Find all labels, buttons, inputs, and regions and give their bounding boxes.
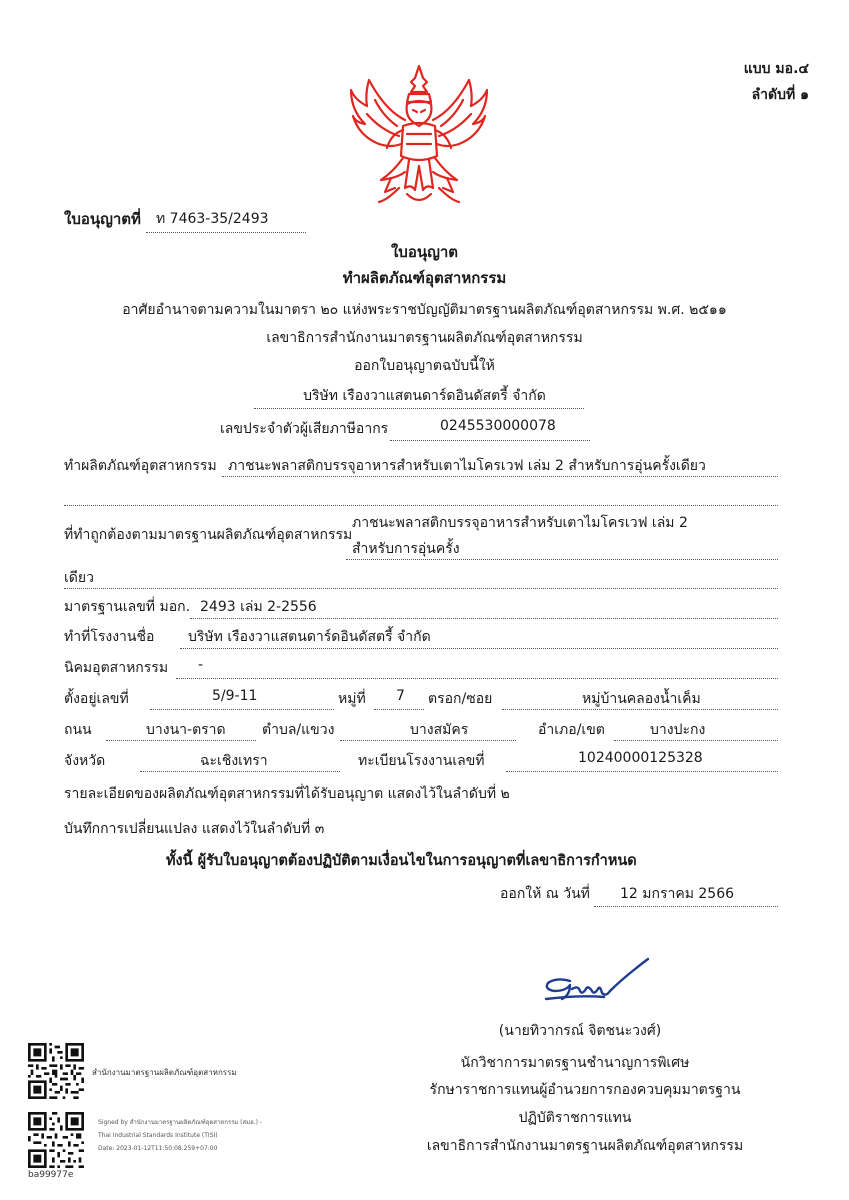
road-value: บางนา-ตราด — [146, 722, 226, 738]
province-label: จังหวัด — [64, 753, 106, 769]
address-no-line — [150, 709, 334, 710]
document-code: ba99977e — [28, 1170, 74, 1180]
soi-line — [502, 709, 778, 710]
soi-label: ตรอก/ซอย — [428, 691, 493, 707]
conformity-line-1 — [346, 559, 778, 560]
changes-note: บันทึกการเปลี่ยนแปลง แสดงไว้ในลำดับที่ ๓ — [64, 821, 325, 837]
factory-label: ทำที่โรงงานชื่อ — [64, 629, 155, 645]
standard-line — [190, 618, 778, 619]
signatory-position-4: เลขาธิการสำนักงานมาตรฐานผลิตภัณฑ์อุตสาหกรรม — [426, 1138, 744, 1154]
estate-label: นิคมอุตสาหกรรม — [64, 660, 169, 676]
digital-signature-qr-icon — [28, 1112, 84, 1168]
tambon-label: ตำบล/แขวง — [262, 722, 335, 738]
amphoe-value: บางปะกง — [650, 722, 706, 738]
issue-date-label: ออกให้ ณ วันที่ — [500, 886, 590, 902]
province-value: ฉะเชิงเทรา — [200, 753, 268, 769]
signed-by-text: Signed by สำนักงานมาตรฐานผลิตภัณฑ์อุตสาหกรรม (สมอ.) - — [98, 1119, 263, 1126]
conformity-line-2 — [64, 588, 778, 589]
road-line — [106, 740, 256, 741]
conformity-value-2: สำหรับการอุ่นครั้ง — [352, 541, 460, 557]
license-number-label: ใบอนุญาตที่ — [64, 210, 141, 228]
tambon-value: บางสมัคร — [410, 722, 469, 738]
amphoe-line — [614, 740, 778, 741]
standard-label: มาตรฐานเลขที่ มอก. — [64, 599, 191, 615]
signature-date-text: Date: 2023-01-12T11:50:08.259+07:00 — [98, 1145, 218, 1152]
road-label: ถนน — [64, 722, 92, 738]
issue-to-text: ออกใบอนุญาตฉบับนี้ให้ — [354, 358, 495, 374]
signature-icon — [540, 955, 655, 1010]
document-subtitle: ทำผลิตภัณฑ์อุตสาหกรรม — [342, 269, 507, 287]
factory-line — [180, 648, 778, 649]
soi-value: หมู่บ้านคลองน้ำเค็ม — [582, 691, 701, 707]
authority-statement: อาศัยอำนาจตามความในมาตรา ๒๐ แห่งพระราชบัญญัติมาตรฐานผลิตภัณฑ์อุตสาหกรรม พ.ศ. ๒๕๑๑ — [122, 302, 727, 318]
estate-line — [176, 678, 778, 679]
issue-date-value: 12 มกราคม 2566 — [620, 886, 735, 902]
conformity-label: ที่ทำถูกต้องตามมาตรฐานผลิตภัณฑ์อุตสาหกรรม — [64, 527, 353, 543]
factory-reg-label: ทะเบียนโรงงานเลขที่ — [358, 753, 485, 769]
estate-value: - — [198, 657, 204, 673]
signatory-position-2: รักษาราชการแทนผู้อำนวยการกองควบคุมมาตรฐาน — [429, 1082, 741, 1098]
province-line — [140, 771, 340, 772]
factory-reg-value: 10240000125328 — [578, 750, 703, 766]
conformity-value-3: เดียว — [64, 570, 94, 586]
product-label: ทำผลิตภัณฑ์อุตสาหกรรม — [64, 458, 217, 474]
issue-date-line — [594, 906, 778, 907]
form-code: แบบ มอ.๔ — [743, 61, 809, 77]
moo-label: หมู่ที่ — [338, 691, 366, 707]
address-no-value: 5/9-11 — [212, 688, 258, 704]
conformity-value-1: ภาชนะพลาสติกบรรจุอาหารสำหรับเตาไมโครเวฟ เล่ม 2 — [352, 515, 688, 531]
moo-value: 7 — [396, 688, 405, 704]
tambon-line — [340, 740, 516, 741]
moo-line — [374, 709, 424, 710]
footer-agency: สำนักงานมาตรฐานผลิตภัณฑ์อุตสาหกรรม — [92, 1068, 237, 1077]
license-number-line — [146, 232, 306, 233]
company-line — [254, 408, 584, 409]
signatory-position-1: นักวิชาการมาตรฐานชำนาญการพิเศษ — [460, 1055, 690, 1071]
standard-value: 2493 เล่ม 2-2556 — [200, 599, 317, 615]
signatory-name: (นายทิวากรณ์ จิตชนะวงศ์) — [498, 1023, 662, 1039]
tax-id-value: 0245530000078 — [440, 418, 556, 434]
signatory-position-3: ปฏิบัติราชการแทน — [518, 1110, 632, 1126]
license-number-value: ท 7463-35/2493 — [156, 211, 269, 227]
institute-text: Thai Industrial Standards Institute (TISI) — [98, 1132, 218, 1139]
sequence-number: ลำดับที่ ๑ — [751, 87, 809, 103]
address-no-label: ตั้งอยู่เลขที่ — [64, 691, 129, 707]
document-title: ใบอนุญาต — [390, 243, 459, 261]
amphoe-label: อำเภอ/เขต — [538, 722, 605, 738]
condition-note: ทั้งนี้ ผู้รับใบอนุญาตต้องปฏิบัติตามเงื่อนไขในการอนุญาตที่เลขาธิการกำหนด — [166, 853, 637, 869]
product-line-2 — [64, 505, 778, 506]
factory-value: บริษัท เรืองวาแสตนดาร์ดอินดัสตรี้ จำกัด — [188, 629, 431, 645]
tax-id-label: เลขประจำตัวผู้เสียภาษีอากร — [220, 421, 389, 437]
product-value: ภาชนะพลาสติกบรรจุอาหารสำหรับเตาไมโครเวฟ เล่ม 2 สำหรับการอุ่นครั้งเดียว — [228, 458, 706, 474]
issuer-title: เลขาธิการสำนักงานมาตรฐานผลิตภัณฑ์อุตสาหกรรม — [266, 330, 583, 346]
qr-code-icon — [28, 1043, 84, 1099]
licensee-company: บริษัท เรืองวาแสตนดาร์ดอินดัสตรี้ จำกัด — [303, 388, 546, 404]
product-line-1 — [222, 476, 778, 477]
tax-id-line — [390, 440, 590, 441]
factory-reg-line — [506, 771, 778, 772]
details-note: รายละเอียดของผลิตภัณฑ์อุตสาหกรรมที่ได้รับอนุญาต แสดงไว้ในลำดับที่ ๒ — [64, 786, 510, 802]
garuda-emblem-icon — [345, 60, 493, 212]
